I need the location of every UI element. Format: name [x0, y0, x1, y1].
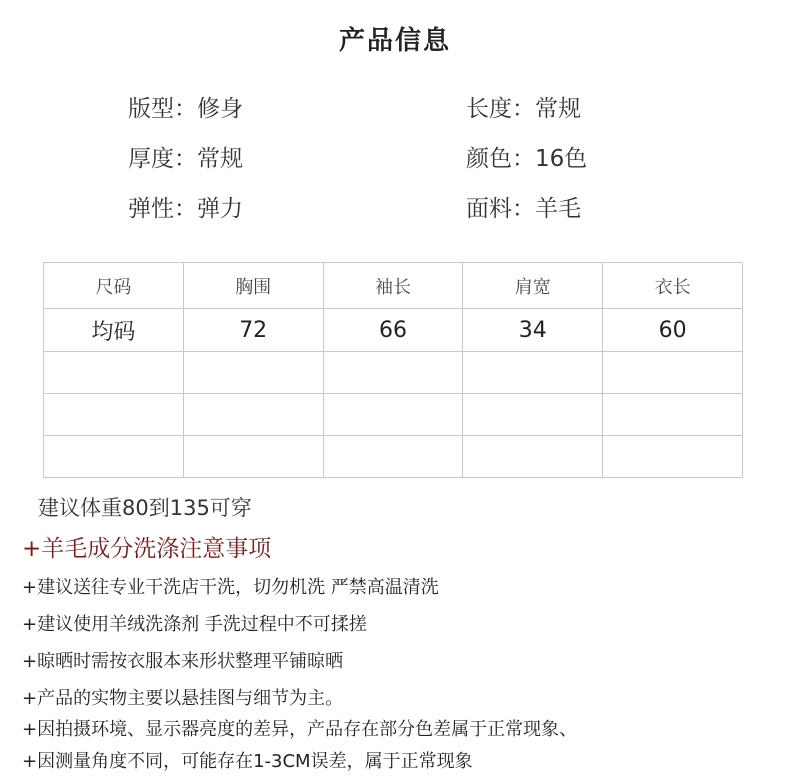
table-cell-empty	[463, 436, 603, 478]
table-header-cell: 袖长	[323, 263, 463, 309]
care-note: +晾晒时需按衣服本来形状整理平铺晾晒	[22, 651, 344, 672]
attribute-label: 颜色：	[466, 146, 535, 172]
attribute-value: 弹力	[197, 196, 243, 222]
size-table	[43, 262, 743, 478]
attribute-value: 16色	[535, 146, 588, 172]
attribute-label: 厚度：	[128, 146, 197, 172]
table-cell-empty	[44, 394, 184, 436]
table-cell-empty	[323, 436, 463, 478]
table-header-cell: 衣长	[603, 263, 743, 309]
table-cell-empty	[44, 436, 184, 478]
table-cell-empty	[183, 352, 323, 394]
weight-note: 建议体重80到135可穿	[38, 496, 252, 520]
attribute-value: 羊毛	[535, 196, 581, 222]
attribute-label: 长度：	[466, 96, 535, 122]
attribute-label: 弹性：	[128, 196, 197, 222]
attribute-value: 修身	[197, 96, 243, 122]
table-cell-empty	[323, 352, 463, 394]
table-header-cell: 尺码	[44, 263, 184, 309]
table-cell: 66	[323, 309, 463, 352]
table-row	[44, 309, 743, 352]
attribute-elasticity	[128, 190, 243, 223]
table-cell-empty	[603, 352, 743, 394]
table-cell-empty	[183, 394, 323, 436]
attribute-fit	[128, 90, 243, 123]
attribute-fabric	[466, 190, 581, 223]
table-row-empty	[44, 436, 743, 478]
table-cell: 60	[603, 309, 743, 352]
attribute-label: 面料：	[466, 196, 535, 222]
attribute-value: 常规	[535, 96, 581, 122]
care-note: +建议使用羊绒洗涤剂 手洗过程中不可揉搓	[22, 614, 367, 635]
attribute-color	[466, 140, 587, 173]
care-note: +产品的实物主要以悬挂图与细节为主。	[22, 688, 344, 709]
table-cell-empty	[603, 394, 743, 436]
attribute-thickness	[128, 140, 243, 173]
page-title: 产品信息	[338, 26, 451, 56]
table-header-cell: 胸围	[183, 263, 323, 309]
table-cell-empty	[183, 436, 323, 478]
table-cell: 均码	[44, 309, 184, 352]
table-cell-empty	[463, 352, 603, 394]
table-row-empty	[44, 394, 743, 436]
attribute-label: 版型：	[128, 96, 197, 122]
care-note: +建议送往专业干洗店干洗，切勿机洗 严禁高温清洗	[22, 577, 439, 598]
attribute-value: 常规	[197, 146, 243, 172]
table-header-row	[44, 263, 743, 309]
table-header-cell: 肩宽	[463, 263, 603, 309]
attribute-length	[466, 90, 581, 123]
care-title: +羊毛成分洗涤注意事项	[22, 536, 272, 562]
care-note: +因测量角度不同，可能存在1-3CM误差，属于正常现象	[22, 751, 473, 772]
table-row-empty	[44, 352, 743, 394]
table-cell-empty	[603, 436, 743, 478]
table-cell-empty	[323, 394, 463, 436]
care-note: +因拍摄环境、显示器亮度的差异，产品存在部分色差属于正常现象、	[22, 719, 578, 740]
table-cell-empty	[463, 394, 603, 436]
table-cell: 72	[183, 309, 323, 352]
table-cell: 34	[463, 309, 603, 352]
table-cell-empty	[44, 352, 184, 394]
